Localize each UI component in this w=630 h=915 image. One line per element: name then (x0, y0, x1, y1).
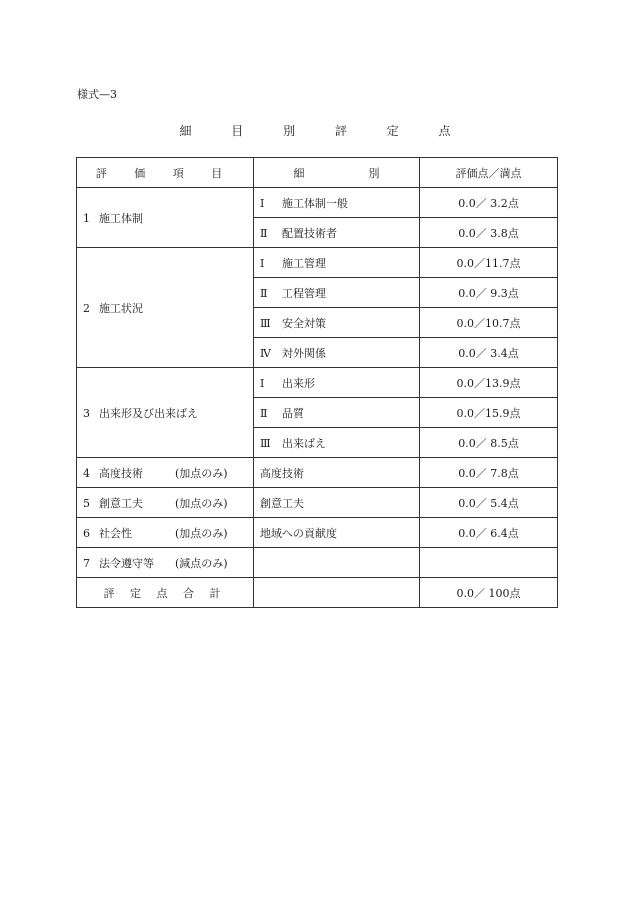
item-cell-6 (77, 518, 254, 548)
item-number: 3 (83, 406, 90, 420)
table-row (77, 488, 558, 518)
score-cell: 0.0／13.9点 (420, 368, 558, 398)
table-row (77, 188, 558, 218)
header-detail-right: 別 (368, 166, 380, 180)
detail-cell: 創意工夫 (254, 488, 420, 518)
roman-numeral: Ⅱ (260, 406, 268, 420)
table-row (77, 548, 558, 578)
form-number: 様式—3 (77, 88, 117, 101)
item-note: (加点のみ) (175, 466, 228, 480)
score-cell: 0.0／ 9.3点 (420, 278, 558, 308)
item-name: 法令遵守等 (99, 556, 154, 570)
score-cell: 0.0／15.9点 (420, 398, 558, 428)
detail-label: 施工管理 (282, 256, 326, 270)
header-score: 評価点／満点 (420, 158, 558, 188)
detail-cell (254, 338, 420, 368)
item-name: 施工状況 (99, 301, 143, 315)
document-title: 細 目 別 評 定 点 (179, 124, 469, 138)
header-row (77, 158, 558, 188)
header-detail-left: 細 (293, 166, 305, 180)
detail-cell (254, 368, 420, 398)
item-number: 2 (83, 301, 90, 315)
item-name: 高度技術 (99, 466, 143, 480)
detail-cell: 高度技術 (254, 458, 420, 488)
detail-cell (254, 278, 420, 308)
score-cell: 0.0／ 3.2点 (420, 188, 558, 218)
table-row (77, 458, 558, 488)
score-cell: 0.0／ 5.4点 (420, 488, 558, 518)
detail-label: 配置技術者 (282, 226, 337, 240)
detail-cell (254, 218, 420, 248)
score-cell (420, 548, 558, 578)
detail-cell (254, 548, 420, 578)
score-cell: 0.0／ 3.8点 (420, 218, 558, 248)
detail-cell (254, 188, 420, 218)
total-detail-cell (254, 578, 420, 608)
detail-cell (254, 248, 420, 278)
item-cell-3 (77, 368, 254, 458)
item-number: 7 (83, 556, 90, 570)
roman-numeral: Ⅰ (260, 376, 265, 390)
roman-numeral: Ⅰ (260, 256, 265, 270)
header-detail (254, 158, 420, 188)
detail-label: 出来形 (282, 376, 315, 390)
score-table (76, 157, 558, 608)
header-item: 評 価 項 目 (77, 158, 254, 188)
total-score: 0.0／ 100点 (420, 578, 558, 608)
item-number: 6 (83, 526, 90, 540)
score-cell: 0.0／ 7.8点 (420, 458, 558, 488)
item-number: 5 (83, 496, 90, 510)
item-cell-1 (77, 188, 254, 248)
detail-label: 品質 (282, 406, 304, 420)
score-cell: 0.0／ 8.5点 (420, 428, 558, 458)
item-name: 創意工夫 (99, 496, 143, 510)
roman-numeral: Ⅲ (260, 316, 271, 330)
detail-label: 出来ばえ (282, 436, 326, 450)
detail-cell (254, 428, 420, 458)
roman-numeral: Ⅲ (260, 436, 271, 450)
item-name: 社会性 (99, 526, 132, 540)
roman-numeral: Ⅰ (260, 196, 265, 210)
score-cell: 0.0／11.7点 (420, 248, 558, 278)
item-number: 4 (83, 466, 90, 480)
score-cell: 0.0／ 6.4点 (420, 518, 558, 548)
total-row (77, 578, 558, 608)
item-number: 1 (83, 211, 90, 225)
item-name: 施工体制 (99, 211, 143, 225)
item-name: 出来形及び出来ばえ (99, 406, 198, 420)
detail-label: 施工体制一般 (282, 196, 348, 210)
total-label: 評 定 点 合 計 (77, 578, 254, 608)
roman-numeral: Ⅳ (260, 346, 271, 360)
score-cell: 0.0／10.7点 (420, 308, 558, 338)
item-cell-7 (77, 548, 254, 578)
detail-cell (254, 398, 420, 428)
item-note: (加点のみ) (175, 526, 228, 540)
table-row (77, 248, 558, 278)
score-cell: 0.0／ 3.4点 (420, 338, 558, 368)
detail-label: 安全対策 (282, 316, 326, 330)
roman-numeral: Ⅱ (260, 286, 268, 300)
item-note: (加点のみ) (175, 496, 228, 510)
table-row (77, 518, 558, 548)
item-cell-4 (77, 458, 254, 488)
item-note: (減点のみ) (175, 556, 228, 570)
table-row (77, 368, 558, 398)
detail-label: 工程管理 (282, 286, 326, 300)
detail-cell: 地域への貢献度 (254, 518, 420, 548)
item-cell-2 (77, 248, 254, 368)
detail-label: 対外関係 (282, 346, 326, 360)
item-cell-5 (77, 488, 254, 518)
roman-numeral: Ⅱ (260, 226, 268, 240)
detail-cell (254, 308, 420, 338)
